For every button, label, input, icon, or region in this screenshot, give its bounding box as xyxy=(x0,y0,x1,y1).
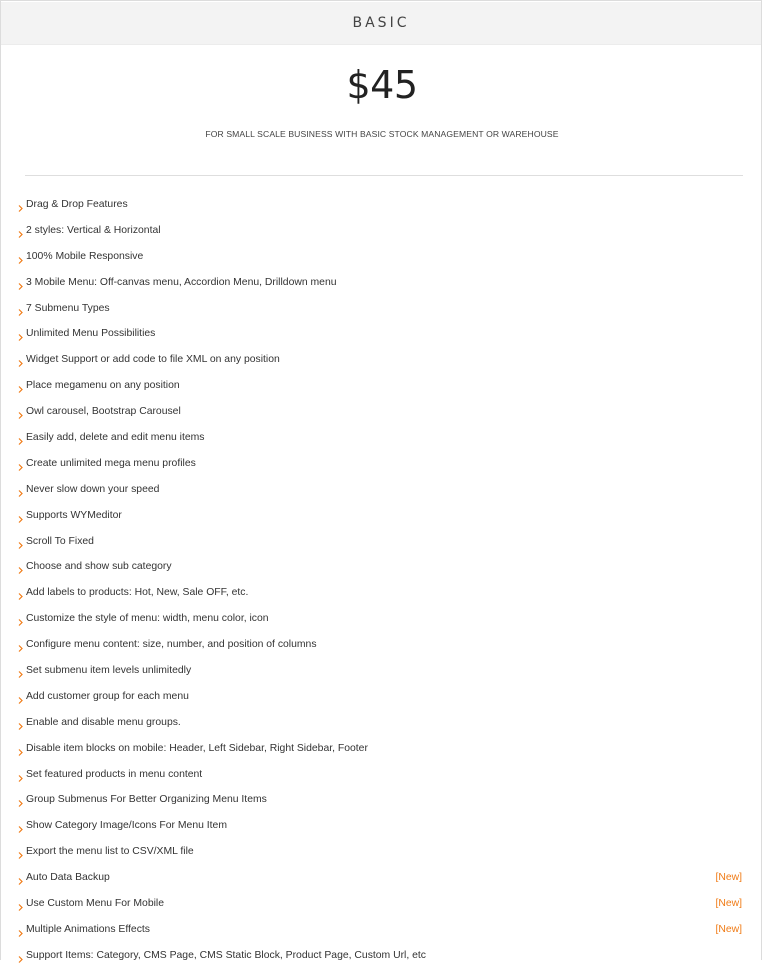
chevron-right-icon xyxy=(17,903,24,912)
feature-label: Owl carousel, Bootstrap Carousel xyxy=(26,406,181,418)
feature-label: Place megamenu on any position xyxy=(26,380,180,392)
feature-label: Unlimited Menu Possibilities xyxy=(26,328,156,340)
feature-label: Set submenu item levels unlimitedly xyxy=(26,665,192,677)
chevron-right-icon xyxy=(17,851,24,860)
chevron-right-icon xyxy=(17,877,24,886)
feature-item xyxy=(1,298,763,324)
feature-label: Configure menu content: size, number, and position of columns xyxy=(26,639,317,651)
feature-label: Drag & Drop Features xyxy=(26,199,128,210)
feature-item xyxy=(1,893,763,919)
plan-header xyxy=(1,2,761,45)
feature-item xyxy=(1,660,763,686)
chevron-right-icon xyxy=(17,385,24,394)
new-badge: [New] xyxy=(715,872,742,884)
feature-label: Customize the style of menu: width, menu color, icon xyxy=(26,613,269,625)
feature-item xyxy=(1,375,763,401)
plan-name: BASIC xyxy=(352,15,410,31)
chevron-right-icon xyxy=(17,359,24,368)
chevron-right-icon xyxy=(17,825,24,834)
feature-item xyxy=(1,634,763,660)
divider xyxy=(25,175,743,176)
chevron-right-icon xyxy=(17,437,24,446)
chevron-right-icon xyxy=(17,463,24,472)
feature-item xyxy=(1,686,763,712)
feature-item xyxy=(1,427,763,453)
feature-label: Support Items: Category, CMS Page, CMS Static Block, Product Page, Custom Url, etc xyxy=(26,949,426,961)
chevron-right-icon xyxy=(17,308,24,317)
feature-item xyxy=(1,479,763,505)
chevron-right-icon xyxy=(17,799,24,808)
feature-label: Add labels to products: Hot, New, Sale OFF, etc. xyxy=(26,587,249,599)
feature-label: 7 Submenu Types xyxy=(26,302,110,314)
feature-label: Create unlimited mega menu profiles xyxy=(26,457,196,469)
feature-label: Auto Data Backup xyxy=(26,872,110,884)
chevron-right-icon xyxy=(17,489,24,498)
chevron-right-icon xyxy=(17,592,24,601)
chevron-right-icon xyxy=(17,670,24,679)
feature-item xyxy=(1,867,763,893)
feature-item xyxy=(1,349,763,375)
chevron-right-icon xyxy=(17,411,24,420)
feature-item xyxy=(1,738,763,764)
chevron-right-icon xyxy=(17,722,24,731)
chevron-right-icon xyxy=(17,515,24,524)
new-badge: [New] xyxy=(715,923,742,935)
feature-item xyxy=(1,194,763,220)
chevron-right-icon xyxy=(17,644,24,653)
chevron-right-icon xyxy=(17,256,24,265)
feature-item xyxy=(1,556,763,582)
chevron-right-icon xyxy=(17,774,24,783)
feature-item xyxy=(1,919,763,945)
feature-item xyxy=(1,453,763,479)
feature-item xyxy=(1,789,763,815)
feature-item xyxy=(1,323,763,349)
chevron-right-icon xyxy=(17,230,24,239)
feature-label: Enable and disable menu groups. xyxy=(26,716,181,728)
chevron-right-icon xyxy=(17,566,24,575)
feature-label: 2 styles: Vertical & Horizontal xyxy=(26,224,161,236)
feature-label: Set featured products in menu content xyxy=(26,768,203,780)
feature-item xyxy=(1,815,763,841)
chevron-right-icon xyxy=(17,333,24,342)
feature-label: Add customer group for each menu xyxy=(26,690,189,702)
feature-item xyxy=(1,531,763,557)
chevron-right-icon xyxy=(17,955,24,964)
new-badge: [New] xyxy=(715,898,742,910)
chevron-right-icon xyxy=(17,282,24,291)
plan-price: $45 xyxy=(346,63,418,107)
feature-label: 100% Mobile Responsive xyxy=(26,250,144,262)
chevron-right-icon xyxy=(17,618,24,627)
feature-item xyxy=(1,582,763,608)
feature-item xyxy=(1,220,763,246)
feature-item xyxy=(1,712,763,738)
feature-label: Widget Support or add code to file XML on any position xyxy=(26,354,280,366)
feature-label: Supports WYMeditor xyxy=(26,509,122,521)
feature-label: Show Category Image/Icons For Menu Item xyxy=(26,820,227,832)
chevron-right-icon xyxy=(17,929,24,938)
feature-label: Scroll To Fixed xyxy=(26,535,94,547)
feature-item xyxy=(1,505,763,531)
feature-item xyxy=(1,401,763,427)
feature-label: 3 Mobile Menu: Off-canvas menu, Accordion Menu, Drilldown menu xyxy=(26,276,337,288)
chevron-right-icon xyxy=(17,204,24,213)
feature-label: Use Custom Menu For Mobile xyxy=(26,898,165,910)
feature-label: Disable item blocks on mobile: Header, Left Sidebar, Right Sidebar, Footer xyxy=(26,742,368,754)
feature-item xyxy=(1,841,763,867)
chevron-right-icon xyxy=(17,696,24,705)
feature-item xyxy=(1,246,763,272)
chevron-right-icon xyxy=(17,541,24,550)
feature-item xyxy=(1,945,763,971)
feature-label: Choose and show sub category xyxy=(26,561,172,573)
feature-item xyxy=(1,608,763,634)
feature-item xyxy=(1,272,763,298)
chevron-right-icon xyxy=(17,748,24,757)
plan-subtitle: FOR SMALL SCALE BUSINESS WITH BASIC STOCK MANAGEMENT OR WAREHOUSE xyxy=(205,129,559,139)
feature-item xyxy=(1,764,763,790)
feature-label: Export the menu list to CSV/XML file xyxy=(26,846,194,858)
feature-list xyxy=(1,194,763,971)
feature-label: Never slow down your speed xyxy=(26,483,160,495)
feature-label: Multiple Animations Effects xyxy=(26,923,150,935)
feature-label: Easily add, delete and edit menu items xyxy=(26,432,205,444)
feature-label: Group Submenus For Better Organizing Menu Items xyxy=(26,794,267,806)
